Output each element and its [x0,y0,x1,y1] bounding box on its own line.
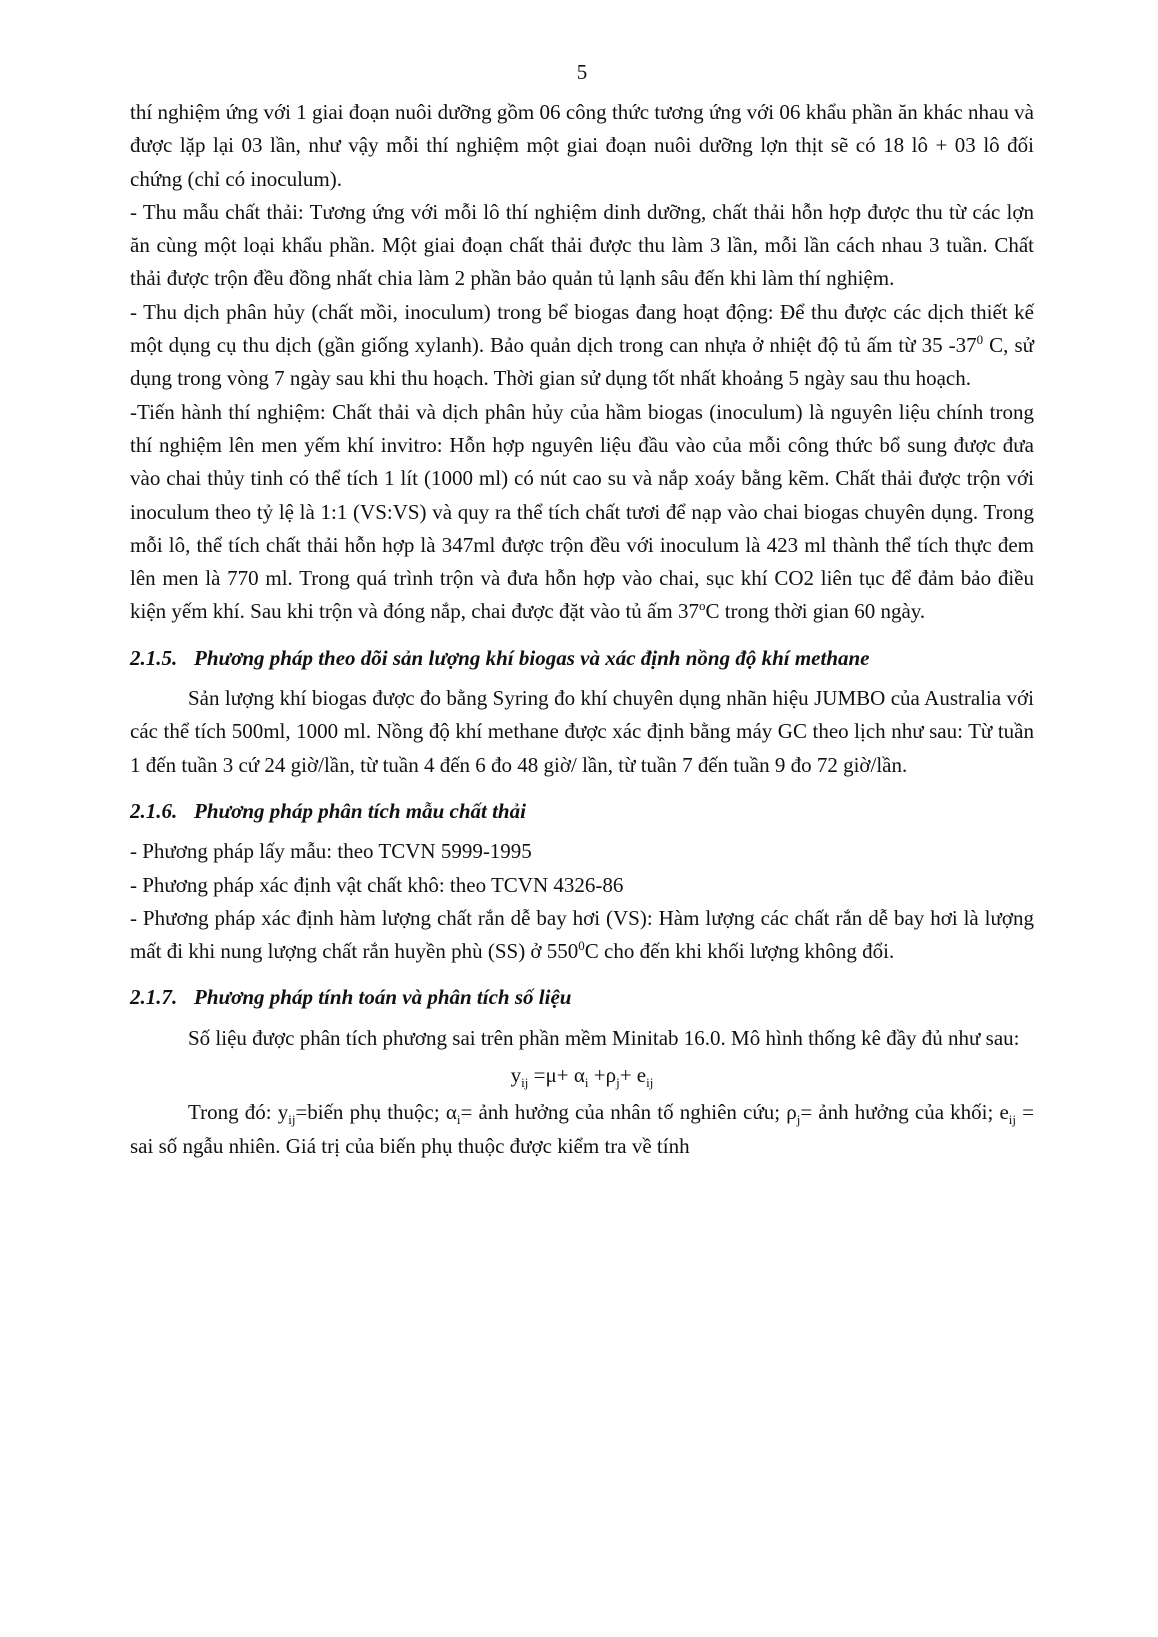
formula-y: y [510,1063,522,1088]
formula-subscript: ij [1008,1112,1017,1128]
explanation-text: Trong đó: y [188,1100,289,1125]
explanation-text: =biến phụ thuộc; α [295,1100,457,1125]
formula-plus: + [588,1063,606,1088]
procedure-text-b: C trong thời gian 60 ngày. [705,599,926,624]
statistical-model-formula [130,1059,1034,1092]
vs-text-a: - Phương pháp xác định hàm lượng chất rắn dễ bay hơi (VS): Hàm lượng các chất rắn dễ bay hơi là lượng mất đi khi nung lượng chất rắn huyền phù (SS) ở 550 [130,905,1034,964]
document-page [130,56,1034,1163]
formula-subscript: j [796,1112,801,1128]
explanation-text: = sai số ngẫu nhiên. Giá trị của biến phụ thuộc được kiểm tra về tính [130,1100,1034,1158]
section-body-2-1-5: Sản lượng khí biogas được đo bằng Syring đo khí chuyên dụng nhãn hiệu JUMBO của Australia với các thể tích 500ml, 1000 ml. Nồng độ khí methane được xác định bằng máy GC theo lịch như sau: Từ tuần 1 đến tuần 3 cứ 24 giờ/lần, từ tuần 4 đến 6 đo 48 giờ/ lần, từ tuần 7 đến tuần 9 đo 72 giờ/lần. [130,686,1034,777]
section-title: Phương pháp theo dõi sản lượng khí biogas và xác định nồng độ khí methane [194,645,870,670]
section-title: Phương pháp tính toán và phân tích số liệu [194,985,572,1010]
method-item: - Phương pháp xác định vật chất khô: theo TCVN 4326-86 [130,872,624,897]
formula-explanation [130,1096,1034,1163]
section-body-2-1-7: Số liệu được phân tích phương sai trên phần mềm Minitab 16.0. Mô hình thống kê đầy đủ như sau: [188,1025,1020,1050]
formula-subscript: ij [521,1075,529,1091]
formula-eq: =μ+ [528,1063,574,1088]
inoculum-text-a: - Thu dịch phân hủy (chất mồi, inoculum) trong bể biogas đang hoạt động: Để thu được các dịch thiết kế một dụng cụ thu dịch (gần giống xylanh). Bảo quản dịch trong can nhựa ở nhiệt độ tủ ấm từ 35 -37 [130,299,1034,358]
formula-e: e [636,1063,647,1088]
section-title: Phương pháp phân tích mẫu chất thải [194,798,526,823]
formula-subscript: ij [646,1075,654,1091]
section-number: 2.1.6. [130,798,178,823]
section-number: 2.1.5. [130,645,178,670]
page-number: 5 [576,60,588,84]
method-item: - Phương pháp lấy mẫu: theo TCVN 5999-1995 [130,839,532,864]
formula-subscript: ij [288,1112,296,1128]
formula-plus: + [619,1063,637,1088]
intro-paragraph: thí nghiệm ứng với 1 giai đoạn nuôi dưỡng gồm 06 công thức tương ứng với 06 khẩu phần ăn khác nhau và được lặp lại 03 lần, như vậy mỗi thí nghiệm một giai đoạn nuôi dưỡng lợn thịt sẽ có 18 lô + 03 lô đối chứng (chỉ có inoculum). [130,100,1034,191]
method-item [130,902,1034,969]
section-heading-2-1-5 [130,642,1034,675]
explanation-text: = ảnh hưởng của nhân tố nghiên cứu; ρ [460,1100,797,1125]
section-heading-2-1-6 [130,795,1034,828]
section-number: 2.1.7. [130,985,178,1010]
degree-superscript: o [698,598,706,614]
formula-subscript: i [456,1112,461,1128]
formula-subscript: i [584,1075,589,1091]
section-heading-2-1-7 [130,981,1034,1014]
degree-superscript: 0 [976,332,984,348]
formula-rho: ρ [605,1063,617,1088]
vs-text-b: C cho đến khi khối lượng không đổi. [584,939,895,964]
procedure-bullet [130,396,1034,629]
sampling-bullet: - Thu mẫu chất thải: Tương ứng với mỗi lô thí nghiệm dinh dưỡng, chất thải hỗn hợp được thu từ các lợn ăn cùng một loại khẩu phần. Một giai đoạn chất thải được thu làm 3 lần, mỗi lần cách nhau 3 tuần. Chất thải được trộn đều đồng nhất chia làm 2 phần bảo quản tủ lạnh sâu đến khi làm thí nghiệm. [130,199,1034,291]
procedure-text-a: -Tiến hành thí nghiệm: Chất thải và dịch phân hủy của hầm biogas (inoculum) là nguyên liệu chính trong thí nghiệm lên men yếm khí invitro: Hỗn hợp nguyên liệu đầu vào của mỗi công thức bổ sung được đưa vào chai thủy tinh có thể tích 1 lít (1000 ml) có nút cao su và nắp xoáy bằng kẽm. Chất thải được trộn với inoculum theo tỷ lệ là 1:1 (VS:VS) và quy ra thể tích chất tươi để nạp vào chai biogas chuyên dụng. Trong mỗi lô, thể tích chất thải hỗn hợp là 347ml được trộn đều với inoculum là 423 ml thành thể tích thực đem lên men là 770 ml. Trong quá trình trộn và đưa hỗn hợp vào chai, sục khí CO2 liên tục để đảm bảo điều kiện yếm khí. Sau khi trộn và đóng nắp, chai được đặt vào tủ ấm 37 [130,399,1034,624]
formula-subscript: j [616,1075,620,1091]
explanation-text: = ảnh hưởng của khối; e [800,1100,1009,1125]
formula-alpha: α [573,1063,585,1088]
inoculum-bullet [130,296,1034,396]
inoculum-text-b: C, sử dụng trong vòng 7 ngày sau khi thu hoạch. Thời gian sử dụng tốt nhất khoảng 5 ngày sau thu hoạch. [130,333,1035,391]
degree-superscript: 0 [578,938,585,954]
